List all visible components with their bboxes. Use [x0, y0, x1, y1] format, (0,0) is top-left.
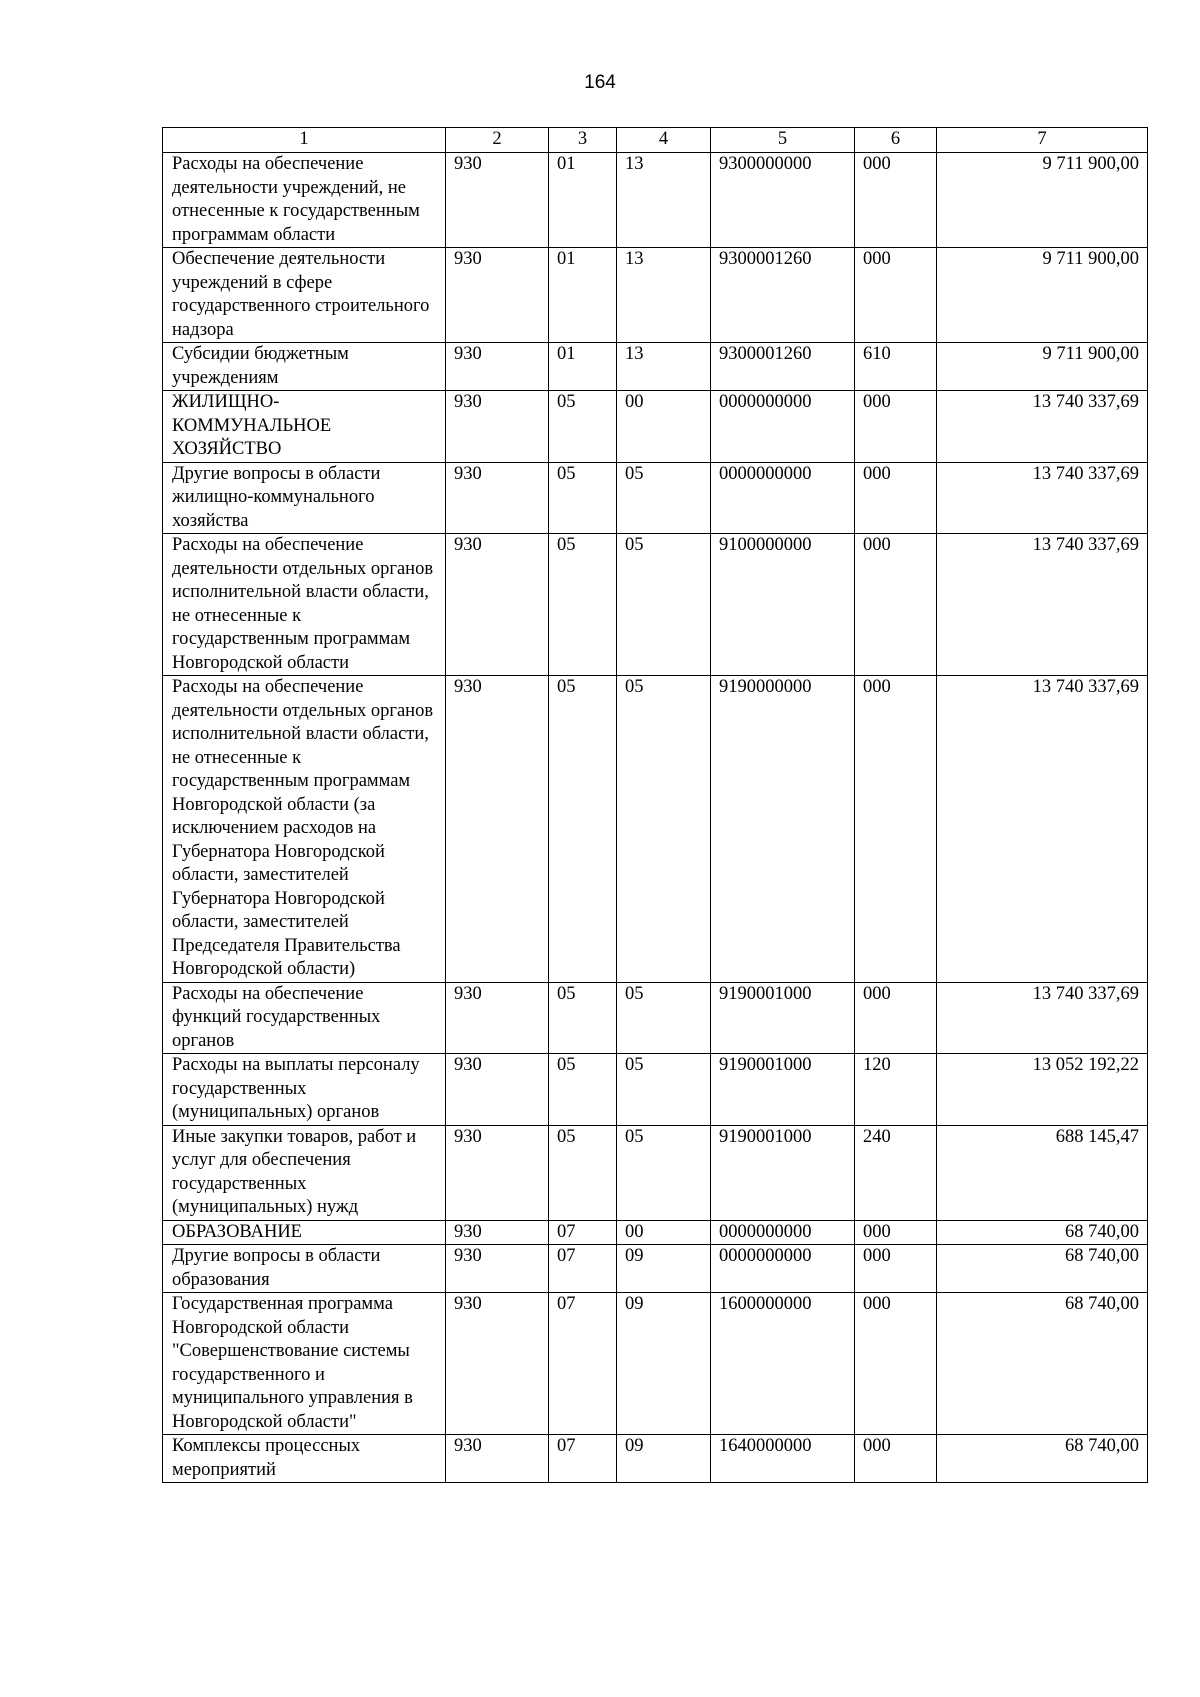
subsection-code: 05	[617, 534, 711, 676]
target-article-code: 9300001260	[711, 248, 855, 343]
amount: 13 740 337,69	[937, 534, 1148, 676]
column-header: 1	[163, 128, 446, 153]
section-code: 07	[549, 1245, 617, 1293]
expense-type-code: 000	[855, 1245, 937, 1293]
expense-name: Расходы на обеспечение деятельности отдельных органов исполнительной власти области, не отнесенные к государственным программам Новгородской области	[163, 534, 446, 676]
subsection-code: 13	[617, 248, 711, 343]
expense-name: Государственная программа Новгородской области "Совершенствование системы государственного и муниципального управления в Новгородской области"	[163, 1293, 446, 1435]
subsection-code: 09	[617, 1245, 711, 1293]
column-header: 4	[617, 128, 711, 153]
ministry-code: 930	[446, 248, 549, 343]
table-row	[163, 1245, 1148, 1293]
subsection-code: 13	[617, 153, 711, 248]
amount: 13 052 192,22	[937, 1054, 1148, 1126]
column-number-row	[163, 128, 1148, 153]
target-article-code: 9100000000	[711, 534, 855, 676]
target-article-code: 9300001260	[711, 343, 855, 391]
section-code: 05	[549, 676, 617, 983]
table-row	[163, 462, 1148, 534]
table-row	[163, 982, 1148, 1054]
target-article-code: 0000000000	[711, 1220, 855, 1245]
target-article-code: 1640000000	[711, 1435, 855, 1483]
ministry-code: 930	[446, 982, 549, 1054]
expense-name: Расходы на обеспечение деятельности отдельных органов исполнительной власти области, не отнесенные к государственным программам Новгородской области (за исключением расходов на Губернатора Новгородской области, заместителей Губернатора Новгородской области, заместителей Председателя Правительства Новгородской области)	[163, 676, 446, 983]
amount: 68 740,00	[937, 1293, 1148, 1435]
amount: 688 145,47	[937, 1125, 1148, 1220]
expense-name: Расходы на выплаты персоналу государственных (муниципальных) органов	[163, 1054, 446, 1126]
amount: 13 740 337,69	[937, 676, 1148, 983]
target-article-code: 0000000000	[711, 391, 855, 463]
target-article-code: 0000000000	[711, 1245, 855, 1293]
table-row	[163, 1293, 1148, 1435]
subsection-code: 05	[617, 462, 711, 534]
expense-name: ЖИЛИЩНО-КОММУНАЛЬНОЕ ХОЗЯЙСТВО	[163, 391, 446, 463]
section-code: 05	[549, 982, 617, 1054]
expense-name: Другие вопросы в области жилищно-коммунального хозяйства	[163, 462, 446, 534]
ministry-code: 930	[446, 391, 549, 463]
expense-type-code: 000	[855, 248, 937, 343]
section-code: 07	[549, 1435, 617, 1483]
target-article-code: 9300000000	[711, 153, 855, 248]
ministry-code: 930	[446, 534, 549, 676]
expense-type-code: 000	[855, 1435, 937, 1483]
expense-type-code: 120	[855, 1054, 937, 1126]
amount: 68 740,00	[937, 1220, 1148, 1245]
target-article-code: 9190000000	[711, 676, 855, 983]
table-row	[163, 391, 1148, 463]
expense-type-code: 000	[855, 676, 937, 983]
section-code: 01	[549, 248, 617, 343]
expense-type-code: 000	[855, 982, 937, 1054]
ministry-code: 930	[446, 1220, 549, 1245]
ministry-code: 930	[446, 1125, 549, 1220]
target-article-code: 9190001000	[711, 1054, 855, 1126]
amount: 9 711 900,00	[937, 248, 1148, 343]
section-code: 05	[549, 1125, 617, 1220]
amount: 68 740,00	[937, 1435, 1148, 1483]
target-article-code: 0000000000	[711, 462, 855, 534]
column-header: 7	[937, 128, 1148, 153]
expense-name: Другие вопросы в области образования	[163, 1245, 446, 1293]
budget-table	[162, 127, 1148, 1483]
expense-type-code: 000	[855, 153, 937, 248]
subsection-code: 00	[617, 391, 711, 463]
subsection-code: 05	[617, 1054, 711, 1126]
column-header: 6	[855, 128, 937, 153]
section-code: 05	[549, 1054, 617, 1126]
amount: 13 740 337,69	[937, 391, 1148, 463]
ministry-code: 930	[446, 1245, 549, 1293]
amount: 9 711 900,00	[937, 343, 1148, 391]
section-code: 05	[549, 391, 617, 463]
expense-type-code: 610	[855, 343, 937, 391]
ministry-code: 930	[446, 676, 549, 983]
subsection-code: 05	[617, 1125, 711, 1220]
section-code: 01	[549, 153, 617, 248]
subsection-code: 13	[617, 343, 711, 391]
expense-type-code: 000	[855, 534, 937, 676]
section-code: 07	[549, 1220, 617, 1245]
ministry-code: 930	[446, 1435, 549, 1483]
expense-name: Комплексы процессных мероприятий	[163, 1435, 446, 1483]
page-number: 164	[584, 72, 616, 93]
ministry-code: 930	[446, 1293, 549, 1435]
subsection-code: 09	[617, 1293, 711, 1435]
column-header: 2	[446, 128, 549, 153]
subsection-code: 00	[617, 1220, 711, 1245]
target-article-code: 1600000000	[711, 1293, 855, 1435]
expense-type-code: 000	[855, 1293, 937, 1435]
amount: 13 740 337,69	[937, 982, 1148, 1054]
table-row	[163, 248, 1148, 343]
expense-name: Субсидии бюджетным учреждениям	[163, 343, 446, 391]
expense-name: Расходы на обеспечение функций государственных органов	[163, 982, 446, 1054]
expense-name: Иные закупки товаров, работ и услуг для обеспечения государственных (муниципальных) нужд	[163, 1125, 446, 1220]
ministry-code: 930	[446, 153, 549, 248]
target-article-code: 9190001000	[711, 982, 855, 1054]
table-row	[163, 1435, 1148, 1483]
target-article-code: 9190001000	[711, 1125, 855, 1220]
expense-name: Расходы на обеспечение деятельности учреждений, не отнесенные к государственным программам области	[163, 153, 446, 248]
expense-type-code: 000	[855, 1220, 937, 1245]
table-row	[163, 1125, 1148, 1220]
amount: 13 740 337,69	[937, 462, 1148, 534]
table-row	[163, 1054, 1148, 1126]
ministry-code: 930	[446, 343, 549, 391]
section-code: 05	[549, 534, 617, 676]
ministry-code: 930	[446, 462, 549, 534]
column-header: 3	[549, 128, 617, 153]
expense-name: Обеспечение деятельности учреждений в сфере государственного строительного надзора	[163, 248, 446, 343]
section-code: 07	[549, 1293, 617, 1435]
table-row	[163, 534, 1148, 676]
table-row	[163, 153, 1148, 248]
section-code: 01	[549, 343, 617, 391]
ministry-code: 930	[446, 1054, 549, 1126]
column-header: 5	[711, 128, 855, 153]
expense-type-code: 000	[855, 462, 937, 534]
expense-type-code: 240	[855, 1125, 937, 1220]
table-row	[163, 1220, 1148, 1245]
amount: 9 711 900,00	[937, 153, 1148, 248]
expense-type-code: 000	[855, 391, 937, 463]
subsection-code: 05	[617, 676, 711, 983]
expense-name: ОБРАЗОВАНИЕ	[163, 1220, 446, 1245]
subsection-code: 05	[617, 982, 711, 1054]
subsection-code: 09	[617, 1435, 711, 1483]
table-row	[163, 676, 1148, 983]
amount: 68 740,00	[937, 1245, 1148, 1293]
table-row	[163, 343, 1148, 391]
section-code: 05	[549, 462, 617, 534]
